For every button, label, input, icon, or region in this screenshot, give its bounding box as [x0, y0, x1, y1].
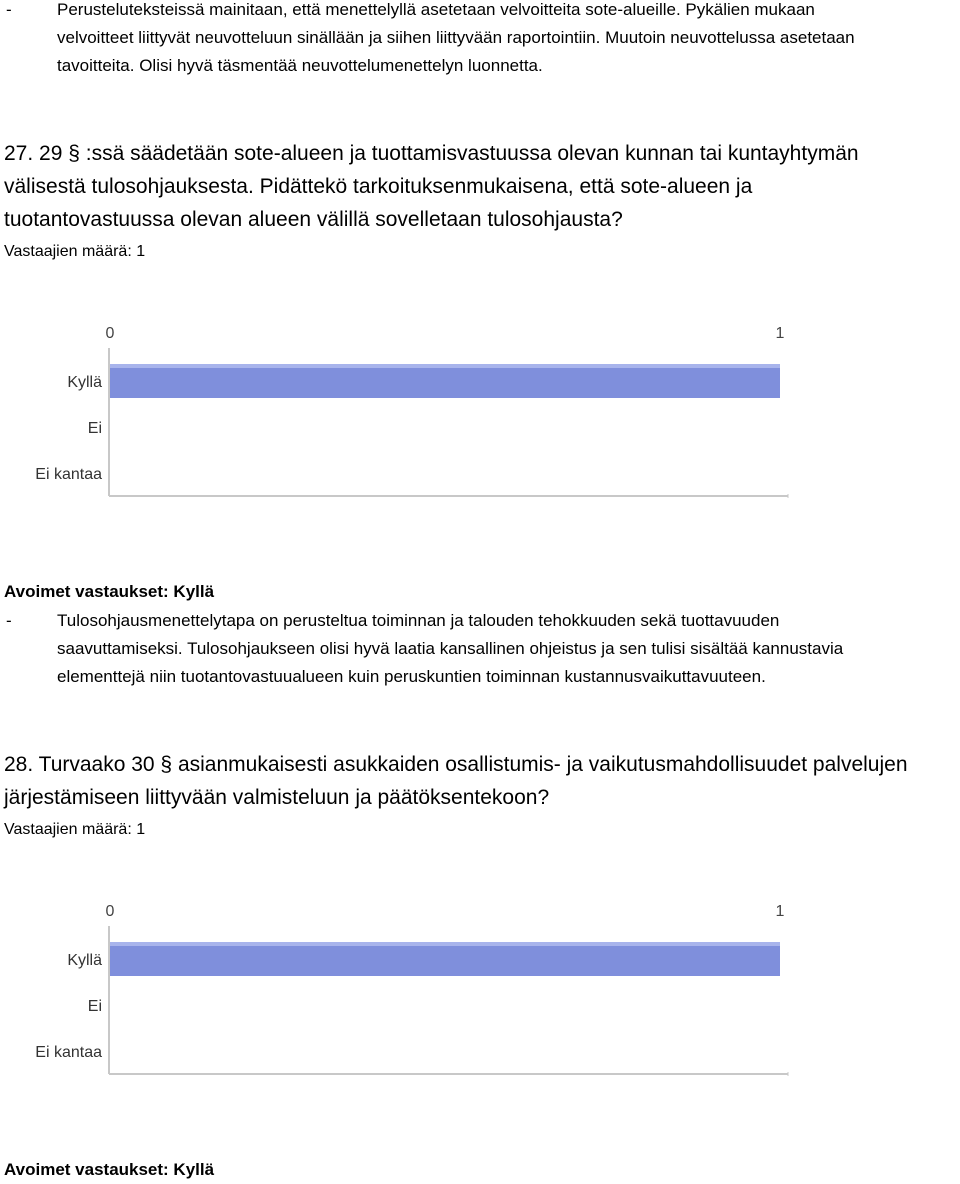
- question-line: 28. Turvaako 30 § asianmukaisesti asukkaiden osallistumis- ja vaikutusmahdollisuudet palvelujen: [4, 753, 908, 776]
- answer-line: elementtejä niin tuotantovastuualueen kuin peruskuntien toiminnan kustannusvaikuttavuuteen.: [57, 667, 766, 686]
- bar: [110, 364, 780, 398]
- respondent-count: Vastaajien määrä: 1: [4, 243, 146, 260]
- chart-q27: [0, 310, 960, 510]
- chart-body: [35, 325, 788, 498]
- category-label: Kyllä: [67, 374, 102, 391]
- intro-bullet-dash: -: [6, 0, 12, 19]
- open-answers-heading: Avoimet vastaukset: Kyllä: [4, 582, 215, 601]
- category-label: Ei kantaa: [35, 466, 102, 483]
- respondent-count: Vastaajien määrä: 1: [4, 821, 146, 838]
- question-line: tuotantovastuussa olevan alueen välillä sovelletaan tulosohjausta?: [4, 208, 623, 231]
- bar-highlight: [110, 942, 780, 946]
- tick-label: 1: [775, 903, 785, 920]
- chart-q28: [0, 888, 960, 1088]
- answer-line: Tulosohjausmenettelytapa on perusteltua toiminnan ja talouden tehokkuuden sekä tuottavuuden: [57, 611, 780, 630]
- answer-dash: -: [6, 611, 12, 630]
- bar: [110, 942, 780, 976]
- intro-line: Perusteluteksteissä mainitaan, että menettelyllä asetetaan velvoitteita sote-alueille. Pykälien mukaan: [57, 0, 815, 19]
- intro-bullet-text: [57, 0, 957, 80]
- open-answer-text: [57, 607, 957, 691]
- category-label: Ei kantaa: [35, 1044, 102, 1061]
- tick-label: 0: [105, 903, 115, 920]
- intro-line: velvoitteet liittyvät neuvotteluun sinällään ja siihen liittyvään raportointiin. Muutoin neuvottelussa asetetaan: [57, 28, 855, 47]
- tick-label: 0: [105, 325, 115, 342]
- chart-body: [35, 903, 788, 1076]
- question-line: 27. 29 § :ssä säädetään sote-alueen ja tuottamisvastuussa olevan kunnan tai kuntayhtymän: [4, 142, 859, 165]
- answer-line: saavuttamiseksi. Tulosohjaukseen olisi hyvä laatia kansallinen ohjeistus ja sen tulisi sisältää kannustavia: [57, 639, 844, 658]
- question-line: järjestämiseen liittyvään valmisteluun ja päätöksentekoon?: [4, 786, 550, 809]
- tick-label: 1: [775, 325, 785, 342]
- category-label: Ei: [87, 420, 102, 437]
- bar-highlight: [110, 364, 780, 368]
- category-label: Kyllä: [67, 952, 102, 969]
- open-answers-heading: Avoimet vastaukset: Kyllä: [4, 1160, 215, 1179]
- intro-line: tavoitteita. Olisi hyvä täsmentää neuvottelumenettelyn luonnetta.: [57, 56, 543, 75]
- question-28-title: [4, 748, 960, 814]
- question-27-title: [4, 137, 960, 236]
- question-line: välisestä tulosohjauksesta. Pidättekö tarkoituksenmukaisena, että sote-alueen ja: [4, 175, 753, 198]
- category-label: Ei: [87, 998, 102, 1015]
